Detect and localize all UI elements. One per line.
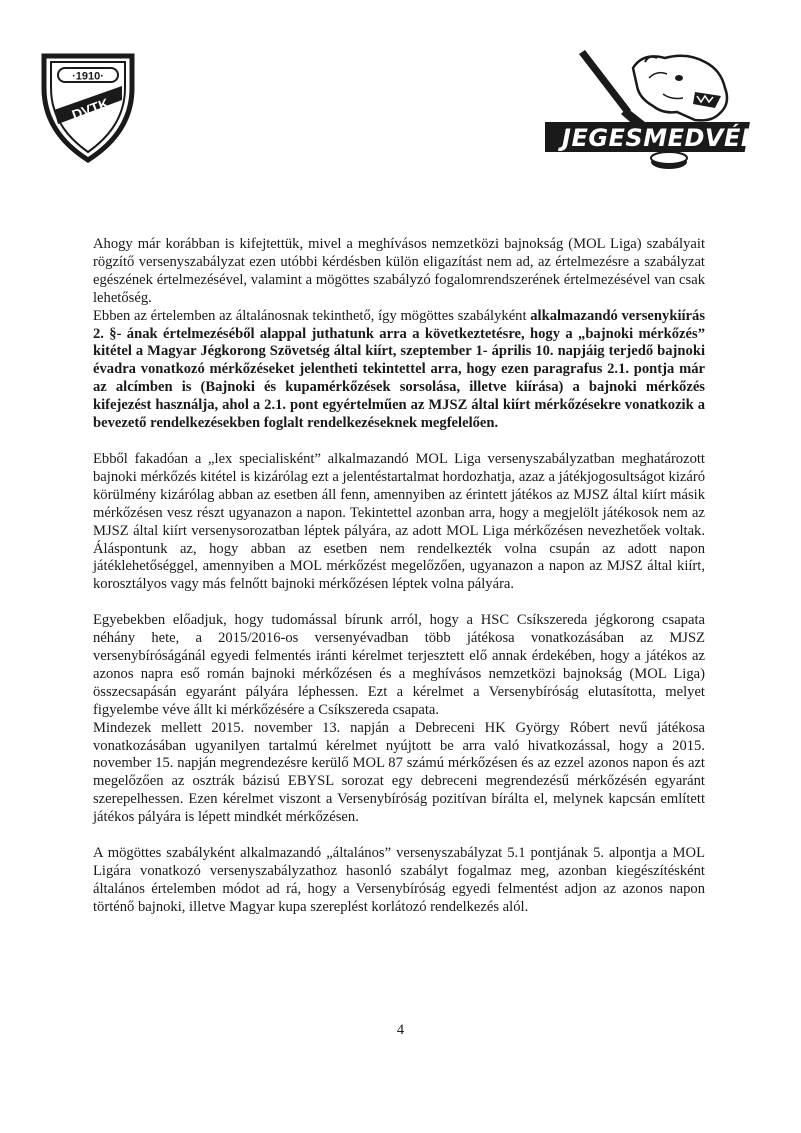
jegesmedvek-logo <box>545 48 770 176</box>
paragraph <box>93 236 705 308</box>
text-segment: Ahogy már korábban is kifejtettük, mivel a meghívásos nemzetközi bajnokság (MOL Liga) szabályait rögzítő versenyszabályzat ezen utóbbi kérdésben külön eligazítást nem ad, az értelmezésre a szabályzat egészének értelmezésével, valamint a mögöttes szabályzó fogalomrendszerének értelmezésével van csak lehetőség. <box>93 236 705 306</box>
bold-text-segment: alkalmazandó versenykiírás 2. §- ának értelmezéséből alappal juthatunk arra a következtetésre, hogy a „bajnoki mérkőzés” kitétel a Magyar Jégkorong Szövetség által kiírt, szeptember 1- április 10. napjáig terjedő bajnoki évadra vonatkozó mérkőzéseket jelentheti tekintettel arra, hogy ezen paragrafus 2.1. pontja már az alcímben is (Bajnoki és kupamérkőzések sorsolása, illetve kiírása) a bajnoki mérkőzés kifejezést használja, ahol a 2.1. pont egyértelműen az MJSZ által kiírt mérkőzésekre vonatkozik a bevezető rendelkezésekben foglalt rendelkezéseknek megfelelően. <box>93 307 706 432</box>
paragraph <box>93 308 705 433</box>
paragraph <box>93 612 705 719</box>
paragraph <box>93 451 705 594</box>
paragraph-spacer <box>93 433 705 451</box>
document-body <box>93 236 705 917</box>
crest-year: ·1910· <box>72 70 104 83</box>
text-segment: Ebből fakadóan a „lex specialisként” alkalmazandó MOL Liga versenyszabályzatban meghatározott bajnoki mérkőzés kitétel is kizárólag ezt a jelentéstartalmat hordozhatja, azaz a játékjogosultságot kizáró körülmény kizárólag abban az esetben áll fenn, amennyiben az érintett játékos az MJSZ által kiírt másik mérkőzésen vesz részt ugyanazon a napon. Tekintettel azonban arra, hogy a megjelölt játékosok nem az MJSZ által kiírt versenysorozatban léptek pályára, az adott MOL Liga mérkőzésen nevezhetőek voltak. Áláspontunk az, hogy abban az esetben nem rendelkezték volna csupán az adott napon játéklehetőséggel, amennyiben a MOL mérkőzést megelőzően, ugyanazon a napon az MJSZ által kiírt, korosztályos vagy más felnőtt bajnoki mérkőzésen léptek volna pályára. <box>93 450 705 593</box>
text-segment: A mögöttes szabályként alkalmazandó „általános” versenyszabályzat 5.1 pontjának 5. alpontja a MOL Ligára vonatkozó versenyszabályzathoz hasonló szabályt fogalmaz meg, azonban kiegészítésként általános értelemben módot ad rá, hogy a Versenybíróság egyedi felmentést adjon az azonos napon történő bajnoki, illetve Magyar kupa szereplést korlátozó rendelkezés alól. <box>93 845 705 915</box>
paragraph <box>93 845 705 917</box>
text-segment: Mindezek mellett 2015. november 13. napján a Debreceni HK György Róbert nevű játékosa vonatkozásában ugyanilyen tartalmú kérelmet nyújtott be arra való hivatkozással, hogy a 2015. november 15. napján megrendezésre kerülő MOL 87 számú mérkőzésen és az ezzel azonos napon és azt megelőzően az osztrák bázisú EBYSL sorozat egy debreceni megrendezésű mérkőzésén egyaránt szerepelhessen. Ezen kérelmet viszont a Versenybíróság pozitívan bírálta el, melynek kapcsán említett játékos pályára is lépett mindkét mérkőzésen. <box>93 719 705 826</box>
paragraph <box>93 720 705 827</box>
page-number: 4 <box>396 1022 405 1038</box>
logo-title: JEGESMEDVÉK <box>562 124 760 152</box>
dvtk-crest-logo <box>40 52 136 164</box>
paragraph-spacer <box>93 827 705 845</box>
text-segment: Ebben az értelemben az általánosnak tekinthető, így mögöttes szabályként <box>93 307 531 324</box>
text-segment: Egyebekben előadjuk, hogy tudomással bírunk arról, hogy a HSC Csíkszereda jégkorong csapata néhány hete, a 2015/2016-os versenyévadban több játékosa vonatkozásában az MJSZ versenybíróságánál egyedi felmentés iránti kérelmet terjesztett elő annak érdekében, hogy a játékos az azonos napra eső román bajnoki mérkőzésen és a meghívásos nemzetközi bajnokság (MOL Liga) összecsapásán egyaránt pályára léphessen. Ezt a kérelmet a Versenybíróság elutasította, melyet figyelembe véve állt ki mérkőzésére a Csíkszereda csapata. <box>93 612 705 718</box>
paragraph-spacer <box>93 594 705 612</box>
crest-club-name: DVTK <box>69 94 111 123</box>
